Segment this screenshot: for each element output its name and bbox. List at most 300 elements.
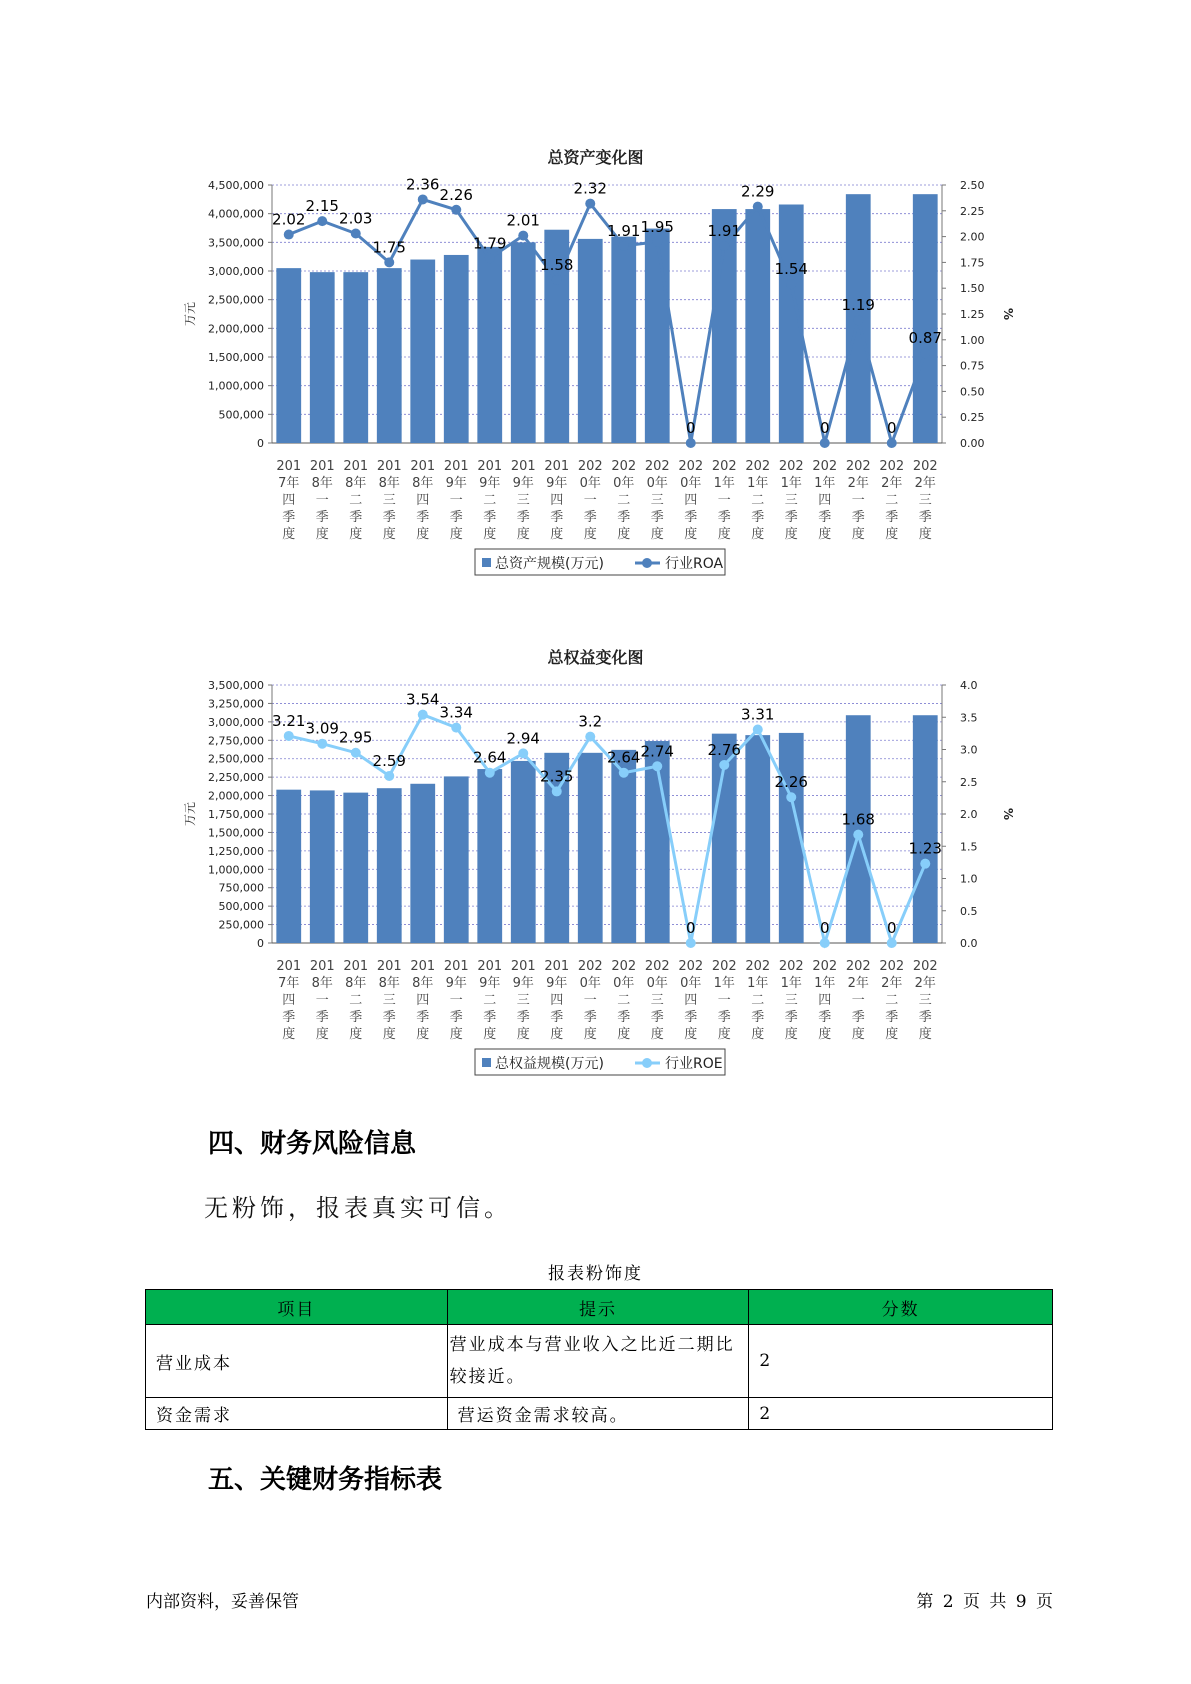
x-tick-label: 2年 bbox=[914, 476, 936, 491]
x-tick-label: 度 bbox=[751, 1027, 765, 1042]
x-tick-label: 度 bbox=[416, 1027, 430, 1042]
data-label: 2.59 bbox=[372, 751, 406, 770]
x-tick-label: 度 bbox=[315, 1027, 329, 1042]
x-tick-label: 度 bbox=[516, 1027, 530, 1042]
table-row bbox=[146, 1325, 1053, 1398]
x-tick-label: 201 bbox=[410, 459, 436, 474]
x-tick-label: 1年 bbox=[780, 976, 802, 991]
data-label: 1.23 bbox=[908, 839, 942, 858]
row-item: 营业成本 bbox=[146, 1325, 448, 1398]
bar bbox=[511, 761, 536, 943]
x-tick-label: 201 bbox=[309, 959, 335, 974]
line-point bbox=[853, 830, 863, 840]
x-tick-label: 季 bbox=[885, 1010, 899, 1025]
line-point bbox=[786, 792, 796, 802]
y2-tick-label: 4.0 bbox=[960, 679, 978, 692]
x-tick-label: 度 bbox=[382, 527, 396, 542]
x-tick-label: 202 bbox=[778, 959, 804, 974]
legend-line-marker bbox=[642, 1058, 652, 1068]
x-tick-label: 三 bbox=[650, 993, 664, 1008]
line-point bbox=[585, 199, 595, 209]
x-tick-label: 8年 bbox=[345, 476, 367, 491]
x-tick-label: 一 bbox=[851, 493, 865, 508]
line-point bbox=[317, 216, 327, 226]
x-tick-label: 三 bbox=[382, 493, 396, 508]
x-tick-label: 一 bbox=[851, 993, 865, 1008]
y-tick-label: 3,250,000 bbox=[208, 697, 264, 711]
row-item: 资金需求 bbox=[146, 1398, 448, 1430]
data-label: 2.74 bbox=[640, 742, 674, 761]
y-axis-title: 万元 bbox=[183, 801, 197, 827]
y-tick-label: 0 bbox=[257, 437, 264, 450]
line-point bbox=[485, 768, 495, 778]
header-score: 分数 bbox=[749, 1290, 1053, 1325]
bar bbox=[276, 268, 301, 443]
legend-line-marker bbox=[642, 558, 652, 568]
x-tick-label: 四 bbox=[818, 993, 832, 1008]
y2-tick-label: 2.50 bbox=[960, 179, 985, 192]
line-point bbox=[719, 760, 729, 770]
x-tick-label: 度 bbox=[784, 527, 798, 542]
legend-bar-label: 总权益规模(万元) bbox=[495, 1056, 604, 1072]
x-tick-label: 季 bbox=[449, 1010, 463, 1025]
total-equity-chart bbox=[0, 670, 1191, 1100]
x-tick-label: 三 bbox=[918, 993, 932, 1008]
x-tick-label: 二 bbox=[751, 993, 765, 1008]
x-tick-label: 季 bbox=[818, 1010, 832, 1025]
x-tick-label: 202 bbox=[879, 959, 905, 974]
line-point bbox=[719, 241, 729, 251]
x-tick-label: 202 bbox=[778, 459, 804, 474]
x-tick-label: 8年 bbox=[345, 976, 367, 991]
x-tick-label: 0年 bbox=[579, 476, 601, 491]
data-label: 3.2 bbox=[578, 712, 603, 731]
x-tick-label: 季 bbox=[684, 510, 698, 525]
x-tick-label: 一 bbox=[717, 993, 731, 1008]
y-tick-label: 4,500,000 bbox=[208, 179, 264, 192]
x-tick-label: 2年 bbox=[881, 976, 903, 991]
y2-axis-title: % bbox=[1001, 807, 1015, 821]
x-tick-label: 度 bbox=[784, 1027, 798, 1042]
x-tick-label: 季 bbox=[282, 1010, 296, 1025]
x-tick-label: 三 bbox=[784, 993, 798, 1008]
x-tick-label: 季 bbox=[416, 510, 430, 525]
row-score: 2 bbox=[749, 1398, 1053, 1430]
x-tick-label: 四 bbox=[282, 993, 296, 1008]
x-tick-label: 四 bbox=[818, 493, 832, 508]
data-label: 2.29 bbox=[741, 182, 775, 201]
x-tick-label: 202 bbox=[644, 959, 670, 974]
x-tick-label: 202 bbox=[678, 959, 704, 974]
x-tick-label: 二 bbox=[885, 993, 899, 1008]
data-label: 0 bbox=[685, 919, 696, 937]
x-tick-label: 二 bbox=[349, 993, 363, 1008]
x-tick-label: 202 bbox=[879, 459, 905, 474]
x-tick-label: 二 bbox=[617, 993, 631, 1008]
data-label: 2.35 bbox=[540, 767, 574, 786]
x-tick-label: 202 bbox=[644, 459, 670, 474]
x-tick-label: 度 bbox=[851, 1027, 865, 1042]
x-tick-label: 2年 bbox=[847, 976, 869, 991]
x-tick-label: 9年 bbox=[546, 476, 568, 491]
x-tick-label: 一 bbox=[717, 493, 731, 508]
x-tick-label: 1年 bbox=[814, 976, 836, 991]
legend-bar-swatch bbox=[482, 1058, 491, 1067]
y-tick-label: 3,500,000 bbox=[208, 679, 264, 692]
data-label: 3.21 bbox=[272, 711, 306, 730]
x-tick-label: 四 bbox=[282, 493, 296, 508]
x-tick-label: 二 bbox=[483, 493, 497, 508]
data-label: 1.79 bbox=[473, 234, 507, 253]
x-tick-label: 季 bbox=[918, 1010, 932, 1025]
x-tick-label: 9年 bbox=[445, 976, 467, 991]
x-tick-label: 季 bbox=[550, 1010, 564, 1025]
x-tick-label: 季 bbox=[382, 1010, 396, 1025]
x-tick-label: 9年 bbox=[479, 976, 501, 991]
bar bbox=[377, 788, 402, 943]
x-tick-label: 1年 bbox=[814, 476, 836, 491]
x-tick-label: 8年 bbox=[311, 976, 333, 991]
y-tick-label: 1,250,000 bbox=[208, 844, 264, 858]
data-label: 2.64 bbox=[607, 748, 641, 767]
x-tick-label: 一 bbox=[449, 493, 463, 508]
bar bbox=[444, 776, 469, 943]
x-tick-label: 1年 bbox=[747, 976, 769, 991]
y-tick-label: 2,500,000 bbox=[208, 293, 264, 307]
x-tick-label: 二 bbox=[483, 993, 497, 1008]
x-tick-label: 度 bbox=[282, 1027, 296, 1042]
bar bbox=[410, 784, 435, 943]
bar bbox=[578, 239, 603, 443]
x-tick-label: 度 bbox=[382, 1027, 396, 1042]
x-tick-label: 9年 bbox=[445, 476, 467, 491]
risk-table-header bbox=[146, 1290, 1053, 1325]
x-tick-label: 1年 bbox=[747, 476, 769, 491]
x-tick-label: 度 bbox=[583, 527, 597, 542]
x-tick-label: 202 bbox=[745, 459, 771, 474]
y2-tick-label: 3.5 bbox=[960, 711, 978, 725]
data-label: 3.09 bbox=[305, 719, 339, 738]
x-tick-label: 201 bbox=[544, 459, 570, 474]
x-tick-label: 季 bbox=[650, 1010, 664, 1025]
line-point bbox=[686, 938, 696, 948]
x-tick-label: 三 bbox=[516, 993, 530, 1008]
y-tick-label: 1,000,000 bbox=[208, 863, 264, 877]
line-point bbox=[552, 786, 562, 796]
y2-tick-label: 1.00 bbox=[960, 333, 985, 347]
section5-heading: 五、关键财务指标表 bbox=[208, 1465, 443, 1495]
x-tick-label: 一 bbox=[583, 993, 597, 1008]
bar bbox=[913, 194, 938, 443]
data-label: 2.94 bbox=[506, 729, 540, 748]
y2-tick-label: 0.25 bbox=[960, 411, 985, 425]
y2-tick-label: 1.0 bbox=[960, 872, 978, 886]
y-tick-label: 500,000 bbox=[218, 408, 264, 422]
data-label: 2.36 bbox=[406, 175, 440, 194]
x-tick-label: 一 bbox=[315, 493, 329, 508]
data-label: 1.95 bbox=[640, 217, 674, 236]
x-tick-label: 季 bbox=[784, 1010, 798, 1025]
x-tick-label: 8年 bbox=[378, 476, 400, 491]
x-tick-label: 202 bbox=[745, 959, 771, 974]
bar bbox=[410, 260, 435, 443]
x-tick-label: 度 bbox=[650, 1027, 664, 1042]
x-tick-label: 季 bbox=[349, 510, 363, 525]
x-tick-label: 三 bbox=[382, 993, 396, 1008]
x-tick-label: 三 bbox=[784, 493, 798, 508]
y-tick-label: 2,250,000 bbox=[208, 771, 264, 785]
x-tick-label: 201 bbox=[276, 959, 302, 974]
y2-tick-label: 2.00 bbox=[960, 230, 985, 244]
x-tick-label: 0年 bbox=[646, 976, 668, 991]
x-tick-label: 9年 bbox=[512, 976, 534, 991]
x-tick-label: 度 bbox=[516, 527, 530, 542]
line-point bbox=[786, 279, 796, 289]
x-tick-label: 8年 bbox=[378, 976, 400, 991]
risk-table-caption: 报表粉饰度 bbox=[548, 1264, 643, 1284]
x-tick-label: 201 bbox=[309, 459, 335, 474]
line-point bbox=[652, 761, 662, 771]
x-tick-label: 一 bbox=[583, 493, 597, 508]
x-tick-label: 度 bbox=[918, 527, 932, 542]
line-point bbox=[451, 723, 461, 733]
line-point bbox=[820, 938, 830, 948]
x-tick-label: 季 bbox=[550, 510, 564, 525]
line-point bbox=[853, 315, 863, 325]
x-tick-label: 201 bbox=[376, 459, 402, 474]
data-label: 2.03 bbox=[339, 209, 373, 228]
x-tick-label: 8年 bbox=[311, 476, 333, 491]
y-tick-label: 3,000,000 bbox=[208, 715, 264, 729]
data-label: 0 bbox=[819, 419, 830, 437]
line-point bbox=[887, 938, 897, 948]
x-tick-label: 二 bbox=[751, 493, 765, 508]
x-tick-label: 季 bbox=[684, 1010, 698, 1025]
line-point bbox=[351, 748, 361, 758]
x-tick-label: 四 bbox=[550, 993, 564, 1008]
bar bbox=[343, 272, 368, 443]
x-tick-label: 季 bbox=[516, 510, 530, 525]
footer-page-number: 第 2 页 共 9 页 bbox=[916, 1592, 1053, 1612]
x-tick-label: 201 bbox=[477, 459, 503, 474]
y2-tick-label: 0.00 bbox=[960, 437, 985, 450]
y2-tick-label: 0.0 bbox=[960, 937, 978, 950]
section4-text: 无粉饰，报表真实可信。 bbox=[204, 1194, 512, 1222]
bar bbox=[645, 229, 670, 443]
line-point bbox=[485, 253, 495, 263]
line-point bbox=[317, 739, 327, 749]
section4-heading: 四、财务风险信息 bbox=[208, 1129, 417, 1159]
x-tick-label: 度 bbox=[282, 527, 296, 542]
y-tick-label: 0 bbox=[257, 937, 264, 950]
x-tick-label: 度 bbox=[617, 527, 631, 542]
y2-tick-label: 1.75 bbox=[960, 256, 985, 270]
data-label: 1.54 bbox=[774, 260, 808, 279]
x-tick-label: 9年 bbox=[479, 476, 501, 491]
bar bbox=[745, 209, 770, 443]
x-tick-label: 度 bbox=[416, 527, 430, 542]
x-tick-label: 202 bbox=[577, 459, 603, 474]
bar bbox=[477, 247, 502, 443]
line-point bbox=[518, 231, 528, 241]
x-tick-label: 0年 bbox=[613, 476, 635, 491]
x-tick-label: 季 bbox=[918, 510, 932, 525]
y-tick-label: 750,000 bbox=[218, 881, 264, 895]
x-tick-label: 度 bbox=[349, 527, 363, 542]
x-tick-label: 度 bbox=[449, 1027, 463, 1042]
y2-tick-label: 1.25 bbox=[960, 308, 985, 321]
x-tick-label: 202 bbox=[845, 459, 871, 474]
bar bbox=[310, 790, 335, 943]
x-tick-label: 202 bbox=[611, 459, 637, 474]
x-tick-label: 季 bbox=[617, 1010, 631, 1025]
x-tick-label: 度 bbox=[851, 527, 865, 542]
x-tick-label: 季 bbox=[784, 510, 798, 525]
y2-tick-label: 1.50 bbox=[960, 282, 985, 296]
x-tick-label: 季 bbox=[315, 510, 329, 525]
line-point bbox=[384, 257, 394, 267]
x-tick-label: 202 bbox=[845, 959, 871, 974]
bar bbox=[343, 793, 368, 943]
x-tick-label: 202 bbox=[912, 459, 938, 474]
legend-bar-swatch bbox=[482, 558, 491, 567]
bar bbox=[913, 715, 938, 943]
legend-line-label: 行业ROA bbox=[665, 556, 724, 572]
bar bbox=[578, 753, 603, 943]
x-tick-label: 四 bbox=[684, 493, 698, 508]
x-tick-label: 7年 bbox=[278, 476, 300, 491]
data-label: 1.58 bbox=[540, 255, 574, 274]
data-label: 2.26 bbox=[439, 185, 473, 204]
x-tick-label: 201 bbox=[477, 959, 503, 974]
x-tick-label: 三 bbox=[650, 493, 664, 508]
line-point bbox=[887, 438, 897, 448]
x-tick-label: 一 bbox=[315, 993, 329, 1008]
y2-tick-label: 2.25 bbox=[960, 204, 985, 218]
data-label: 2.26 bbox=[774, 773, 808, 792]
y2-tick-label: 2.0 bbox=[960, 808, 978, 821]
data-label: 2.64 bbox=[473, 748, 507, 767]
data-label: 1.91 bbox=[707, 221, 741, 240]
row-tip: 营运资金需求较高。 bbox=[447, 1398, 749, 1430]
x-tick-label: 季 bbox=[315, 1010, 329, 1025]
line-point bbox=[753, 202, 763, 212]
x-tick-label: 0年 bbox=[646, 476, 668, 491]
x-tick-label: 度 bbox=[818, 1027, 832, 1042]
x-tick-label: 季 bbox=[483, 510, 497, 525]
x-tick-label: 二 bbox=[885, 493, 899, 508]
x-tick-label: 201 bbox=[410, 959, 436, 974]
y-tick-label: 2,000,000 bbox=[208, 789, 264, 803]
line-point bbox=[652, 237, 662, 247]
x-tick-label: 202 bbox=[812, 459, 838, 474]
x-tick-label: 四 bbox=[416, 993, 430, 1008]
x-tick-label: 季 bbox=[851, 1010, 865, 1025]
x-tick-label: 202 bbox=[577, 959, 603, 974]
x-tick-label: 201 bbox=[443, 959, 469, 974]
header-item: 项目 bbox=[146, 1290, 448, 1325]
line-point bbox=[284, 731, 294, 741]
bar bbox=[377, 268, 402, 443]
bar bbox=[477, 769, 502, 943]
line-point bbox=[351, 229, 361, 239]
x-tick-label: 201 bbox=[343, 959, 369, 974]
x-tick-label: 季 bbox=[851, 510, 865, 525]
data-label: 0 bbox=[886, 919, 897, 937]
x-tick-label: 度 bbox=[885, 1027, 899, 1042]
x-tick-label: 二 bbox=[617, 493, 631, 508]
y-tick-label: 3,000,000 bbox=[208, 265, 264, 278]
y2-tick-label: 0.50 bbox=[960, 385, 985, 399]
bar bbox=[511, 242, 536, 443]
header-tip: 提示 bbox=[447, 1290, 749, 1325]
x-tick-label: 季 bbox=[416, 1010, 430, 1025]
x-tick-label: 9年 bbox=[546, 976, 568, 991]
line-point bbox=[418, 194, 428, 204]
line-point bbox=[920, 348, 930, 358]
y-tick-label: 1,750,000 bbox=[208, 808, 264, 821]
bar bbox=[276, 790, 301, 943]
x-tick-label: 度 bbox=[550, 527, 564, 542]
x-tick-label: 二 bbox=[349, 493, 363, 508]
row-tip: 营业成本与营业收入之比近二期比较接近。 bbox=[447, 1325, 749, 1398]
bar bbox=[310, 272, 335, 443]
y-tick-label: 1,500,000 bbox=[208, 826, 264, 840]
legend-line-label: 行业ROE bbox=[665, 1056, 723, 1072]
x-tick-label: 季 bbox=[751, 510, 765, 525]
y-tick-label: 1,500,000 bbox=[208, 351, 264, 364]
y2-tick-label: 0.5 bbox=[960, 904, 978, 918]
y2-tick-label: 1.5 bbox=[960, 840, 978, 854]
x-tick-label: 季 bbox=[583, 1010, 597, 1025]
x-tick-label: 9年 bbox=[512, 476, 534, 491]
x-tick-label: 度 bbox=[818, 527, 832, 542]
line-point bbox=[686, 438, 696, 448]
x-tick-label: 一 bbox=[449, 993, 463, 1008]
x-tick-label: 201 bbox=[510, 459, 536, 474]
x-tick-label: 201 bbox=[276, 459, 302, 474]
x-tick-label: 8年 bbox=[412, 476, 434, 491]
x-tick-label: 度 bbox=[885, 527, 899, 542]
x-tick-label: 1年 bbox=[780, 476, 802, 491]
x-tick-label: 季 bbox=[516, 1010, 530, 1025]
x-tick-label: 季 bbox=[885, 510, 899, 525]
x-tick-label: 季 bbox=[382, 510, 396, 525]
data-label: 2.76 bbox=[707, 740, 741, 759]
line-point bbox=[518, 748, 528, 758]
x-tick-label: 季 bbox=[617, 510, 631, 525]
data-label: 2.01 bbox=[506, 211, 540, 230]
bar bbox=[444, 255, 469, 443]
y-tick-label: 250,000 bbox=[218, 918, 264, 932]
table-row bbox=[146, 1398, 1053, 1430]
x-tick-label: 季 bbox=[583, 510, 597, 525]
x-tick-label: 202 bbox=[678, 459, 704, 474]
line-point bbox=[619, 241, 629, 251]
x-tick-label: 1年 bbox=[713, 476, 735, 491]
bar bbox=[745, 735, 770, 943]
x-tick-label: 度 bbox=[684, 527, 698, 542]
x-tick-label: 0年 bbox=[680, 476, 702, 491]
x-tick-label: 202 bbox=[912, 959, 938, 974]
x-tick-label: 三 bbox=[516, 493, 530, 508]
line-point bbox=[384, 771, 394, 781]
x-tick-label: 四 bbox=[416, 493, 430, 508]
x-tick-label: 度 bbox=[483, 1027, 497, 1042]
x-tick-label: 度 bbox=[717, 1027, 731, 1042]
x-tick-label: 2年 bbox=[914, 976, 936, 991]
x-tick-label: 季 bbox=[751, 1010, 765, 1025]
